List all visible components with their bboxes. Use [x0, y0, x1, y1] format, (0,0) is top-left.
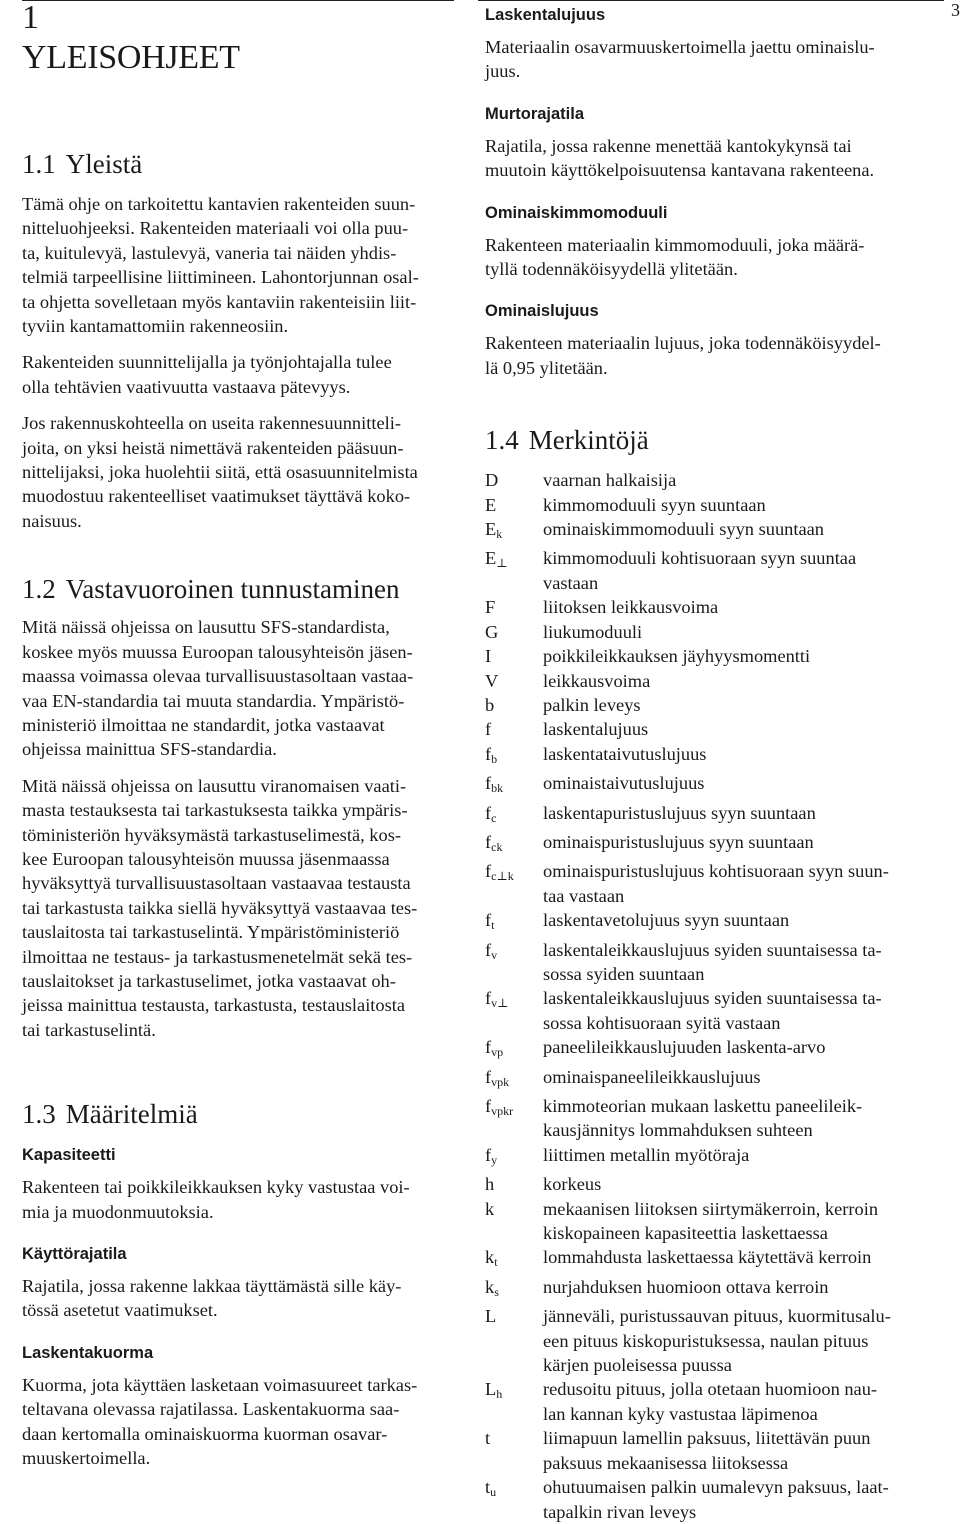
symbol-description: ohutuumaisen palkin uumalevyn paksuus, laat- tapalkin rivan leveys [543, 1477, 889, 1522]
symbol-description: mekaanisen liitoksen siirtymäkerroin, kerroin kiskopaineen kapasiteettia laskettaessa [543, 1198, 879, 1244]
symbol-row [485, 1065, 925, 1094]
symbol-description: nurjahduksen huomioon ottava kerroin [543, 1276, 829, 1297]
symbol-row [485, 801, 925, 830]
definitions-left [22, 1144, 458, 1470]
symbol-description: redusoitu pituus, jolla otetaan huomioon nau- lan kannan kyky vastustaa läpimenoa [543, 1379, 878, 1424]
symbol-row [485, 717, 925, 741]
symbol-row [485, 830, 925, 859]
symbol: $f_b$ [485, 743, 498, 766]
symbol-row [485, 908, 925, 937]
symbol-description: kimmomoduuli kohtisuoraan syyn suuntaa vastaan [543, 548, 857, 593]
paragraph: Jos rakennuskohteella on useita rakennesuunnitteli- joita, on yksi heistä nimettävä rakenteiden pääsuun- nittelijaksi, joka huolehtii siitä, että osasuunnitelmista muodostuu rakenteelliset vaatimukset täyttävä koko- naisuus. [22, 413, 418, 531]
symbol-row [485, 1304, 925, 1377]
symbol-description: kimmomoduuli syyn suuntaan [543, 494, 766, 515]
symbol-row [485, 742, 925, 771]
paragraph: Mitä näissä ohjeissa on lausuttu SFS-standardista, koskee myös muussa Euroopan talousyhteisön jäsen- maassa voimassa olevaa turvallisuustasoltaan vastaa- vaa EN-standardia tai muuta standardia. Ympäristö- ministeriö ilmoittaa ne standardit, jotka vastaavat ohjeissa mainittua SFS-standardia. [22, 617, 414, 760]
symbol-row [485, 1143, 925, 1172]
symbol-description: ominaiskimmomoduuli syyn suuntaan [543, 519, 824, 540]
symbol-row [485, 1197, 925, 1246]
symbol-description: laskentaleikkauslujuus syiden suuntaisessa ta- sossa syiden suuntaan [543, 939, 882, 984]
definition-term: Laskentalujuus [485, 6, 606, 24]
symbol: $f_{bk}$ [485, 773, 504, 796]
symbol-row [485, 595, 925, 619]
symbol: $E_\perp$ [485, 548, 508, 571]
symbol-description: ominaispuristuslujuus kohtisuoraan syyn suun- taa vastaan [543, 861, 889, 906]
symbol-description: ominaistaivutuslujuus [543, 773, 705, 794]
symbol-row [485, 1426, 925, 1475]
symbol-row [485, 1035, 925, 1064]
symbol-list [485, 468, 925, 1524]
symbol: G [485, 621, 499, 642]
symbol-row [485, 1245, 925, 1274]
symbol: F [485, 597, 496, 618]
symbol: $L_h$ [485, 1379, 503, 1402]
definition-term: Kapasiteetti [22, 1146, 116, 1165]
symbol-description: laskentaleikkauslujuus syiden suuntaisessa ta- sossa kohtisuoraan syitä vastaan [543, 988, 882, 1033]
symbol-description: laskentapuristuslujuus syyn suuntaan [543, 802, 816, 823]
chapter-title: YLEISOHJEET [22, 39, 240, 76]
symbol-description: liitoksen leikkausvoima [543, 597, 719, 618]
symbol: $f_{v\perp}$ [485, 988, 509, 1011]
symbol-row [485, 771, 925, 800]
symbol: I [485, 646, 492, 667]
symbol: E [485, 494, 497, 515]
symbol-description: ominaispaneelileikkauslujuus [543, 1066, 761, 1087]
symbol: b [485, 694, 495, 715]
symbol: V [485, 670, 499, 691]
symbol-description: jänneväli, puristussauvan pituus, kuormitusalu- een pituus kiskopuristuksessa, naulan pituus kärjen puoleisessa puussa [543, 1306, 891, 1376]
definition-text: Materiaalin osavarmuuskertoimella jaettu ominaislu- juus. [485, 37, 875, 82]
symbol: h [485, 1174, 495, 1195]
symbol-description: liukumoduuli [543, 621, 643, 642]
section-1-2-body [22, 615, 458, 1042]
definitions-right [485, 4, 925, 380]
symbol-row [485, 859, 925, 908]
symbol-description: paneelileikkauslujuuden laskenta-arvo [543, 1037, 826, 1058]
definition-term: Ominaislujuus [485, 302, 599, 321]
symbol: $k_s$ [485, 1276, 499, 1299]
symbol: $f_{vpkr}$ [485, 1096, 514, 1118]
symbol-row [485, 986, 925, 1035]
symbol-description: liittimen metallin myötöraja [543, 1144, 750, 1165]
symbol: k [485, 1198, 495, 1219]
definition-text: Rakenteen tai poikkileikkauksen kyky vastustaa voi- mia ja muodonmuutoksia. [22, 1177, 410, 1222]
symbol-description: korkeus [543, 1174, 602, 1195]
section-1-1-body [22, 192, 458, 533]
symbol: f [485, 719, 492, 740]
definition-text: Rajatila, jossa rakenne lakkaa täyttämästä sille käy- tössä asetetut vaatimukset. [22, 1276, 402, 1321]
symbol-row [485, 1475, 925, 1524]
symbol-description: leikkausvoima [543, 670, 651, 691]
definition-term: Ominaiskimmomoduuli [485, 203, 668, 222]
symbol: $f_v$ [485, 939, 498, 962]
symbol-row [485, 693, 925, 717]
definition-term: Käyttörajatila [22, 1245, 127, 1263]
symbol: $f_t$ [485, 910, 495, 933]
definition-text: Rakenteen materiaalin kimmomoduuli, joka määrä- tyllä todennäköisyydellä ylitetään. [485, 234, 865, 280]
symbol: $f_{c\perp k}$ [485, 861, 514, 884]
section-1-2-heading: 1.2 Vastavuoroinen tunnustaminen [22, 574, 400, 605]
symbol-description: kimmoteorian mukaan laskettu paneelileik- kausjännitys lommahduksen suhteen [543, 1096, 863, 1141]
symbol: $f_y$ [485, 1144, 498, 1167]
definition-text: Rajatila, jossa rakenne menettää kantokykynsä tai muutoin käyttökelpoisuutensa kantavana rakenteena. [485, 135, 875, 181]
section-1-4-heading: 1.4 Merkintöjä [485, 425, 649, 456]
definition-term: Murtorajatila [485, 104, 585, 123]
left-column [22, 0, 458, 1470]
symbol: $f_{vpk}$ [485, 1066, 510, 1089]
symbol: $f_c$ [485, 802, 497, 825]
symbol-row [485, 620, 925, 644]
symbol-row [485, 517, 925, 546]
chapter-number: 1 [22, 0, 39, 36]
symbol-row [485, 1094, 925, 1143]
symbol-row [485, 644, 925, 668]
symbol: $k_t$ [485, 1247, 498, 1270]
symbol-description: poikkileikkauksen jäyhyysmomentti [543, 646, 811, 667]
symbol-description: laskentalujuus [543, 719, 649, 740]
section-1-3-heading: 1.3 Määritelmiä [22, 1099, 198, 1130]
definition-text: Kuorma, jota käyttäen lasketaan voimasuureet tarkas- teltavana olevassa rajatilassa. Laskentakuorma saa- daan kertomalla ominaiskuorma kuorman osavar- muuskertoimella. [22, 1374, 418, 1469]
symbol-description: palkin leveys [543, 694, 641, 715]
section-1-1-heading: 1.1 Yleistä [22, 149, 143, 179]
symbol-description: liimapuun lamellin paksuus, liitettävän puun paksuus mekaanisessa liitoksessa [543, 1428, 871, 1473]
symbol: $f_{vp}$ [485, 1037, 504, 1060]
definition-term: Laskentakuorma [22, 1343, 154, 1362]
definition-text: Rakenteen materiaalin lujuus, joka todennäköisyydel- lä 0,95 ylitetään. [485, 333, 881, 378]
symbol-row [485, 1172, 925, 1196]
symbol-row [485, 1377, 925, 1426]
symbol-row [485, 546, 925, 595]
symbol: $f_{ck}$ [485, 831, 503, 854]
symbol-row [485, 669, 925, 693]
symbol-description: laskentavetolujuus syyn suuntaan [543, 910, 790, 931]
symbol-row [485, 938, 925, 987]
symbol-description: laskentataivutuslujuus [543, 743, 707, 764]
symbol: $t_u$ [485, 1477, 497, 1500]
symbol: t [485, 1428, 491, 1449]
right-column [485, 0, 925, 1524]
symbol: L [485, 1306, 497, 1327]
symbol-description: ominaispuristuslujuus syyn suuntaan [543, 831, 814, 852]
paragraph: Rakenteiden suunnittelijalla ja työnjohtajalla tulee olla tehtävien vaativuutta vastaava pätevyys. [22, 352, 392, 397]
paragraph: Mitä näissä ohjeissa on lausuttu viranomaisen vaati- masta testauksesta tai tarkastuksesta taikka ympäris- töministeriön hyväksymästä tarkastuselimestä, kos- kee Euroopan talousyhteisön muussa jäsenmaassa hyväksyttyä turvallisuustasoltaan vastaavaa testausta tai tarkastusta taikka siellä hyväksyttyä vastaavaa tes- tauslaitosta tai tarkastuselintä. Ympäristöministeriö ilmoittaa ne testaus- ja tarkastusmenetelmät sekä tes- tauslaitokset ja tarkastuselimet, jotka vastaavat oh- jeissa mainittua testausta, tarkastusta, testauslaitosta tai tarkastuselintä. [22, 775, 418, 1040]
symbol: $E_k$ [485, 519, 503, 542]
symbol-description: lommahdusta laskettaessa käytettävä kerroin [543, 1247, 872, 1268]
symbol-row [485, 468, 925, 492]
page-number: 3 [951, 0, 960, 20]
symbol-description: vaarnan halkaisija [543, 470, 677, 491]
paragraph: Tämä ohje on tarkoitettu kantavien rakenteiden suun- nitteluohjeeksi. Rakenteiden materiaali voi olla puu- ta, kuitulevyä, lastulevyä, vaneria tai näiden yhdis- telmiä tarpeellisine liittimineen. Lahontorjunnan osal- ta ohjetta sovelletaan myös kantaviin rakenteisiin liit- tyviin kantamattomiin rakenneosiin. [22, 194, 419, 337]
symbol: D [485, 470, 499, 491]
symbol-row [485, 493, 925, 517]
symbol-row [485, 1275, 925, 1304]
